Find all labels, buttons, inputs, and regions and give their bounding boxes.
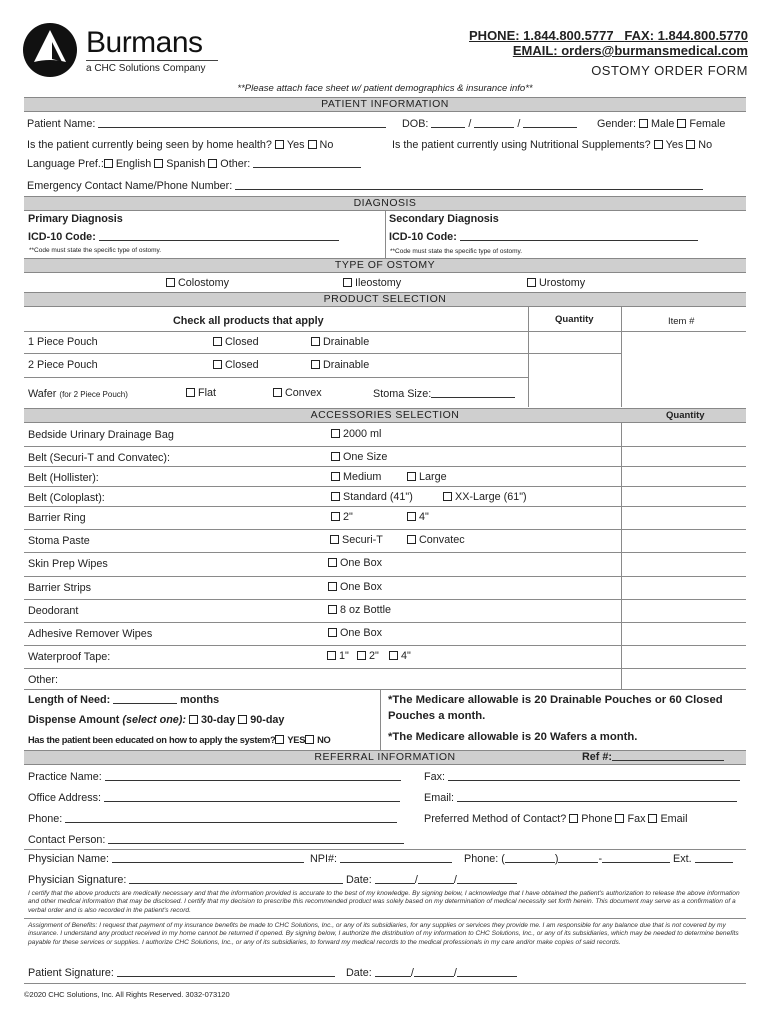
two-piece-closed-checkbox[interactable] <box>213 360 222 369</box>
patient-date-label: Date: <box>346 967 372 979</box>
accessory-label: Adhesive Remover Wipes <box>28 628 153 640</box>
accessory-option-checkbox[interactable] <box>328 605 337 614</box>
accessory-option <box>357 650 379 662</box>
ext-field[interactable] <box>695 853 733 863</box>
accessory-row-line <box>24 446 746 447</box>
dob-label: DOB: <box>402 118 429 130</box>
physician-signature-label: Physician Signature: <box>28 874 127 886</box>
accessory-option-checkbox[interactable] <box>443 492 452 501</box>
physician-date-month[interactable] <box>375 874 415 884</box>
form-title: OSTOMY ORDER FORM <box>591 63 748 78</box>
referral-fax-label: Fax: <box>424 771 445 783</box>
two-piece-closed-label: Closed <box>225 359 259 371</box>
contact-person-label: Contact Person: <box>28 834 106 846</box>
accessory-option-checkbox[interactable] <box>407 512 416 521</box>
physician-phone-prefix-field[interactable] <box>558 853 598 863</box>
diagnosis-divider <box>385 211 386 258</box>
accessory-row-line <box>24 668 746 669</box>
accessory-option-label: Large <box>419 471 447 483</box>
preferred-fax-checkbox[interactable] <box>615 814 624 823</box>
medicare-wafers-note: *The Medicare allowable is 20 Wafers a month. <box>388 731 638 743</box>
brand-divider <box>86 60 218 61</box>
accessory-option-checkbox[interactable] <box>331 472 340 481</box>
secondary-icd-field[interactable] <box>460 231 698 241</box>
accessory-option <box>443 491 527 503</box>
dispense-amount-label: Dispense Amount <box>28 714 120 726</box>
colostomy-checkbox[interactable] <box>166 278 175 287</box>
accessory-option-label: One Box <box>340 627 383 639</box>
physician-date-label: Date: <box>346 874 372 886</box>
male-label: Male <box>651 118 675 130</box>
patient-name-field[interactable] <box>98 118 386 128</box>
certification-text: I certify that the above products are medically necessary and that the information provided is accurate to the best of my knowledge. By signing below, I acknowledge that I have obtained the patient's authorization to release the above information and other medical information that may be disclosed. I certify that my decision to prescribe this recommended product was solely based on my determination of medical necessity set forth herein. This document may serve as a confirmation of a verbal order and is also recorded in the patient's record. <box>28 890 740 914</box>
months-label: months <box>180 694 220 706</box>
referral-divider-line <box>24 849 746 850</box>
language-row <box>27 158 361 170</box>
wafer-label: Wafer <box>28 388 57 400</box>
accessory-label: Stoma Paste <box>28 535 90 547</box>
accessory-option-checkbox[interactable] <box>389 651 398 660</box>
select-one-label: (select one): <box>122 714 186 726</box>
referral-title: REFERRAL INFORMATION <box>314 751 456 763</box>
wafer-convex-checkbox[interactable] <box>273 388 282 397</box>
accessory-row-line <box>24 486 746 487</box>
accessory-option-checkbox[interactable] <box>328 558 337 567</box>
item-number-header: Item # <box>668 316 695 327</box>
accessory-option-label: Convatec <box>419 534 465 546</box>
home-health-yes-label: Yes <box>286 139 305 151</box>
order-top-line <box>24 689 746 690</box>
preferred-email-label: Email <box>660 813 688 825</box>
patient-signature-label: Patient Signature: <box>28 967 114 979</box>
physician-signature-field[interactable] <box>129 874 343 884</box>
accessory-option-checkbox[interactable] <box>331 452 340 461</box>
wafer-flat-checkbox[interactable] <box>186 388 195 397</box>
primary-icd-field[interactable] <box>99 231 339 241</box>
accessory-option-label: XX-Large (61") <box>455 491 527 503</box>
accessory-option-checkbox[interactable] <box>331 512 340 521</box>
two-piece-drainable-label: Drainable <box>323 359 370 371</box>
dispense-30-checkbox[interactable] <box>189 715 198 724</box>
patient-signature-field[interactable] <box>117 967 335 977</box>
accessories-header <box>24 408 746 423</box>
patient-date-year[interactable] <box>457 967 517 977</box>
secondary-icd-label: ICD-10 Code: <box>389 231 457 243</box>
nutrition-no-label: No <box>698 139 713 151</box>
spanish-checkbox[interactable] <box>154 159 163 168</box>
urostomy-checkbox[interactable] <box>527 278 536 287</box>
referral-email-label: Email: <box>424 792 454 804</box>
accessories-quantity-header: Quantity <box>666 410 705 421</box>
english-label: English <box>115 158 152 170</box>
physician-date-day[interactable] <box>418 874 454 884</box>
accessory-option-label: 1" <box>339 650 349 662</box>
accessory-row-line <box>24 529 746 530</box>
diagnosis-header: DIAGNOSIS <box>24 196 746 211</box>
primary-icd-label: ICD-10 Code: <box>28 231 96 243</box>
npi-label: NPI#: <box>310 853 338 865</box>
wafer-note: (for 2 Piece Pouch) <box>59 390 128 399</box>
length-of-need-label: Length of Need: <box>28 694 111 706</box>
educated-no-label: NO <box>317 735 331 745</box>
other-language-field[interactable] <box>253 158 361 168</box>
assignment-of-benefits-text: Assignment of Benefits: I request that payment of my insurance benefits be made to CHC Solutions, Inc., or any of its subsidiaries, for any supplies or services they provide me. I am responsible for any balance due that is not covered by my insurance. I understand any product received in my home cannot be returned if opened. By signing below, I authorize the distribution of my information to CHC Solutions, Inc., or any of its subsidiaries, which may be needed to determine benefits payable for these services or supplies. I authorize CHC Solutions, Inc., or any of its subsidiaries, to forward my medical records to the medical professionals in my care and/or make copies of said records. <box>28 922 739 946</box>
referral-phone-label: Phone: <box>28 813 63 825</box>
product-qty-divider <box>528 307 529 407</box>
face-sheet-note: **Please attach face sheet w/ patient demographics & insurance info** <box>237 83 533 94</box>
language-label: Language Pref.: <box>27 158 104 170</box>
accessory-option <box>407 534 465 546</box>
accessory-option-checkbox[interactable] <box>331 429 340 438</box>
dispense-90-checkbox[interactable] <box>238 715 247 724</box>
ileostomy-label: Ileostomy <box>355 277 402 289</box>
accessory-option <box>389 650 411 662</box>
bottom-line <box>24 983 746 984</box>
accessory-option-label: 4" <box>401 650 411 662</box>
accessory-option <box>328 557 382 569</box>
accessory-option-label: 2" <box>343 511 353 523</box>
patient-name-label: Patient Name: <box>27 118 96 130</box>
nutrition-yes-checkbox[interactable] <box>654 140 663 149</box>
fax-text: FAX: 1.844.800.5770 <box>624 28 748 43</box>
home-health-no-label: No <box>319 139 334 151</box>
gender-row <box>597 118 725 130</box>
npi-field[interactable] <box>340 853 452 863</box>
product-row-line <box>24 377 528 378</box>
educated-question: Has the patient been educated on how to apply the system? <box>28 735 276 745</box>
phone-text: PHONE: 1.844.800.5777 <box>469 28 614 43</box>
one-piece-drainable-label: Drainable <box>323 336 370 348</box>
accessories-title: ACCESSORIES SELECTION <box>310 409 460 421</box>
product-row-line <box>24 331 746 332</box>
dob-month-field[interactable] <box>431 118 465 128</box>
accessory-label: Belt (Coloplast): <box>28 492 105 504</box>
one-piece-drainable-checkbox[interactable] <box>311 337 320 346</box>
primary-diagnosis-label: Primary Diagnosis <box>28 213 123 225</box>
physician-phone-area-field[interactable] <box>505 853 555 863</box>
referral-email-field[interactable] <box>457 792 737 802</box>
home-health-no-checkbox[interactable] <box>308 140 317 149</box>
dispense-90-label: 90-day <box>250 714 285 726</box>
two-piece-pouch-label: 2 Piece Pouch <box>28 359 98 371</box>
nutrition-question: Is the patient currently using Nutritional Supplements? <box>392 139 651 151</box>
accessory-label: Barrier Ring <box>28 512 86 524</box>
male-checkbox[interactable] <box>639 119 648 128</box>
accessory-option <box>331 451 387 463</box>
burmans-logo-icon <box>22 22 78 78</box>
one-piece-pouch-label: 1 Piece Pouch <box>28 336 98 348</box>
wafer-flat-label: Flat <box>198 387 216 399</box>
contact-person-field[interactable] <box>108 834 404 844</box>
educated-yes-label: YES <box>287 735 306 745</box>
two-piece-drainable-checkbox[interactable] <box>311 360 320 369</box>
accessory-label: Waterproof Tape: <box>28 651 111 663</box>
check-all-label: Check all products that apply <box>173 315 324 327</box>
stoma-size-label: Stoma Size: <box>373 388 432 400</box>
accessory-option-checkbox[interactable] <box>407 535 416 544</box>
order-divider <box>380 689 381 750</box>
accessory-label: Other: <box>28 674 59 686</box>
office-address-field[interactable] <box>104 792 400 802</box>
secondary-diagnosis-label: Secondary Diagnosis <box>389 213 499 225</box>
home-health-question: Is the patient currently being seen by home health? <box>27 139 272 151</box>
dob-day-field[interactable] <box>474 118 514 128</box>
brand-subtitle: a CHC Solutions Company <box>86 63 206 74</box>
brand-name: Burmans <box>86 26 203 59</box>
accessory-option-checkbox[interactable] <box>327 651 336 660</box>
nutrition-no-checkbox[interactable] <box>686 140 695 149</box>
other-language-label: Other: <box>220 158 251 170</box>
accessory-row-line <box>24 506 746 507</box>
referral-phone-field[interactable] <box>65 813 397 823</box>
spanish-label: Spanish <box>166 158 206 170</box>
accessory-option-checkbox[interactable] <box>328 582 337 591</box>
product-selection-header: PRODUCT SELECTION <box>24 292 746 307</box>
accessory-option-label: 2" <box>369 650 379 662</box>
accessory-row-line <box>24 576 746 577</box>
copyright-text: ©2020 CHC Solutions, Inc. All Rights Reserved. 3032-073120 <box>24 990 230 999</box>
one-piece-closed-label: Closed <box>225 336 259 348</box>
nutrition-yes-label: Yes <box>665 139 684 151</box>
accessory-option <box>407 471 447 483</box>
accessory-row-line <box>24 552 746 553</box>
accessory-option-label: One Box <box>340 581 383 593</box>
english-checkbox[interactable] <box>104 159 113 168</box>
accessory-option-checkbox[interactable] <box>407 472 416 481</box>
accessory-option-label: One Size <box>343 451 388 463</box>
accessory-option-checkbox[interactable] <box>331 492 340 501</box>
preferred-phone-label: Phone <box>581 813 613 825</box>
preferred-phone-checkbox[interactable] <box>569 814 578 823</box>
accessory-option-label: Standard (41") <box>343 491 413 503</box>
female-label: Female <box>689 118 726 130</box>
accessory-option <box>330 534 383 546</box>
female-checkbox[interactable] <box>677 119 686 128</box>
dob-year-field[interactable] <box>523 118 577 128</box>
physician-name-field[interactable] <box>112 853 304 863</box>
preferred-contact-label: Preferred Method of Contact? <box>424 813 567 825</box>
one-piece-closed-checkbox[interactable] <box>213 337 222 346</box>
accessory-row-line <box>24 599 746 600</box>
accessory-option <box>328 627 382 639</box>
accessories-qty-divider <box>621 423 622 689</box>
ostomy-type-header: TYPE OF OSTOMY <box>24 258 746 273</box>
product-item-divider <box>621 307 622 407</box>
product-row-line <box>24 353 622 354</box>
urostomy-label: Urostomy <box>539 277 586 289</box>
accessory-label: Skin Prep Wipes <box>28 558 108 570</box>
preferred-fax-label: Fax <box>627 813 646 825</box>
product-quantity-header: Quantity <box>555 314 594 325</box>
patient-date-month[interactable] <box>375 967 411 977</box>
accessory-label: Bedside Urinary Drainage Bag <box>28 429 174 441</box>
accessory-option <box>331 491 413 503</box>
accessory-row-line <box>24 645 746 646</box>
office-address-label: Office Address: <box>28 792 102 804</box>
home-health-row <box>27 139 333 151</box>
accessory-option <box>331 511 353 523</box>
secondary-code-note: **Code must state the specific type of ostomy. <box>390 248 523 255</box>
educated-yes-checkbox[interactable] <box>275 735 284 744</box>
practice-name-field[interactable] <box>105 771 401 781</box>
physician-name-label: Physician Name: <box>28 853 110 865</box>
length-of-need-field[interactable] <box>113 694 177 704</box>
stoma-size-field[interactable] <box>431 388 515 398</box>
email-text[interactable]: EMAIL: orders@burmansmedical.com <box>512 43 748 58</box>
medicare-pouches-note: *The Medicare allowable is 20 Drainable Pouches or 60 Closed Pouches a month. <box>388 694 723 722</box>
accessory-option-label: 4" <box>419 511 429 523</box>
gender-label: Gender: <box>597 118 637 130</box>
physician-phone-label: Phone: ( <box>464 853 505 865</box>
accessory-option <box>331 428 381 440</box>
nutrition-row <box>392 139 712 151</box>
accessory-option-checkbox[interactable] <box>330 535 339 544</box>
accessory-label: Belt (Hollister): <box>28 472 99 484</box>
referral-fax-field[interactable] <box>448 771 740 781</box>
accessory-option <box>328 581 382 593</box>
physician-phone-line-field[interactable] <box>602 853 670 863</box>
accessory-label: Barrier Strips <box>28 582 91 594</box>
practice-name-label: Practice Name: <box>28 771 102 783</box>
accessory-option-label: Securi-T <box>342 534 383 546</box>
dispense-30-label: 30-day <box>201 714 236 726</box>
primary-code-note: **Code must state the specific type of ostomy. <box>29 247 162 254</box>
accessory-option-checkbox[interactable] <box>357 651 366 660</box>
home-health-yes-checkbox[interactable] <box>275 140 284 149</box>
ileostomy-checkbox[interactable] <box>343 278 352 287</box>
accessory-option-label: One Box <box>340 557 383 569</box>
ref-label: Ref #: <box>582 751 612 763</box>
accessory-option-checkbox[interactable] <box>328 628 337 637</box>
ext-label: Ext. <box>673 853 692 865</box>
accessory-label: Deodorant <box>28 605 79 617</box>
ref-field[interactable] <box>612 751 724 761</box>
accessory-label: Belt (Securi-T and Convatec): <box>28 452 171 464</box>
patient-info-header: PATIENT INFORMATION <box>24 97 746 112</box>
physician-date-year[interactable] <box>457 874 517 884</box>
emergency-field[interactable] <box>235 180 703 190</box>
preferred-email-checkbox[interactable] <box>648 814 657 823</box>
educated-no-checkbox[interactable] <box>305 735 314 744</box>
accessory-row-line <box>24 466 746 467</box>
accessory-option <box>407 511 429 523</box>
wafer-convex-label: Convex <box>285 387 322 399</box>
emergency-row <box>27 180 703 192</box>
accessory-option <box>327 650 349 662</box>
colostomy-label: Colostomy <box>178 277 230 289</box>
accessory-option-label: 8 oz Bottle <box>340 604 392 616</box>
other-language-checkbox[interactable] <box>208 159 217 168</box>
accessory-option <box>328 604 391 616</box>
accessory-option <box>331 471 381 483</box>
emergency-label: Emergency Contact Name/Phone Number: <box>27 180 233 192</box>
contact-info <box>469 28 748 58</box>
legal-divider-line <box>24 918 746 919</box>
accessory-option-label: Medium <box>343 471 382 483</box>
accessory-row-line <box>24 622 746 623</box>
patient-name-row <box>27 118 386 130</box>
accessory-option-label: 2000 ml <box>343 428 382 440</box>
dob-row: DOB: / / <box>402 118 577 130</box>
patient-date-day[interactable] <box>414 967 454 977</box>
